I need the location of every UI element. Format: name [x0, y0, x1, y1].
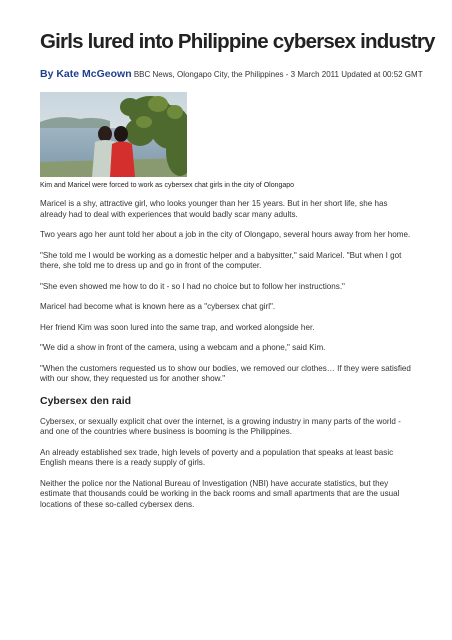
paragraph-2: Two years ago her aunt told her about a job in the city of Olongapo, several hours away from her home. [40, 230, 411, 239]
paragraph-1: Maricel is a shy, attractive girl, who looks younger than her 15 years. But in her short life, she has already had to deal with experiences that would badly scar many adults. [40, 199, 388, 219]
article-headline: Girls lured into Philippine cybersex industry [40, 30, 435, 53]
section-paragraph-3: Neither the police nor the National Bureau of Investigation (NBI) have accurate statistics, but they estimate that thousands could be working in the back rooms and small apartments that are the usual locations of these so-called cybersex dens. [40, 478, 400, 509]
paragraph-4: "She even showed me how to do it - so I had no choice but to follow her instructions." [40, 281, 345, 291]
article-body [40, 199, 412, 520]
section-paragraph-1: Cybersex, or sexually explicit chat over the internet, is a growing industry in many parts of the world - and one of the countries where business is booming is the Philippines. [40, 416, 401, 436]
paragraph-6: Her friend Kim was soon lured into the same trap, and worked alongside her. [40, 322, 315, 332]
photo-caption: Kim and Maricel were forced to work as cybersex chat girls in the city of Olongapo [40, 182, 295, 189]
paragraph-3: "She told me I would be working as a domestic helper and a babysitter," said Maricel. "But when I got there, she told me to dress up and go in front of the computer. [40, 250, 402, 270]
paragraph-5: Maricel had become what is known here as a "cybersex chat girl". [40, 302, 276, 311]
article-byline [40, 68, 423, 81]
paragraph-7: "We did a show in front of the camera, using a webcam and a phone," said Kim. [40, 343, 326, 352]
section-heading: Cybersex den raid [40, 394, 132, 407]
paragraph-8: "When the customers requested us to show our bodies, we removed our clothes… If they were satisfied with our show, they requested us for another show." [40, 363, 411, 383]
byline-author: By Kate McGeown [40, 68, 132, 80]
photo-of-two-girls-by-the-sea-icon [40, 92, 187, 177]
byline-meta: BBC News, Olongapo City, the Philippines - 3 March 2011 Updated at 00:52 GMT [133, 70, 423, 79]
section-paragraph-2: An already established sex trade, high levels of poverty and a population that speaks at least basic English means there is a ready supply of girls. [40, 447, 394, 467]
article-photo [40, 92, 187, 177]
